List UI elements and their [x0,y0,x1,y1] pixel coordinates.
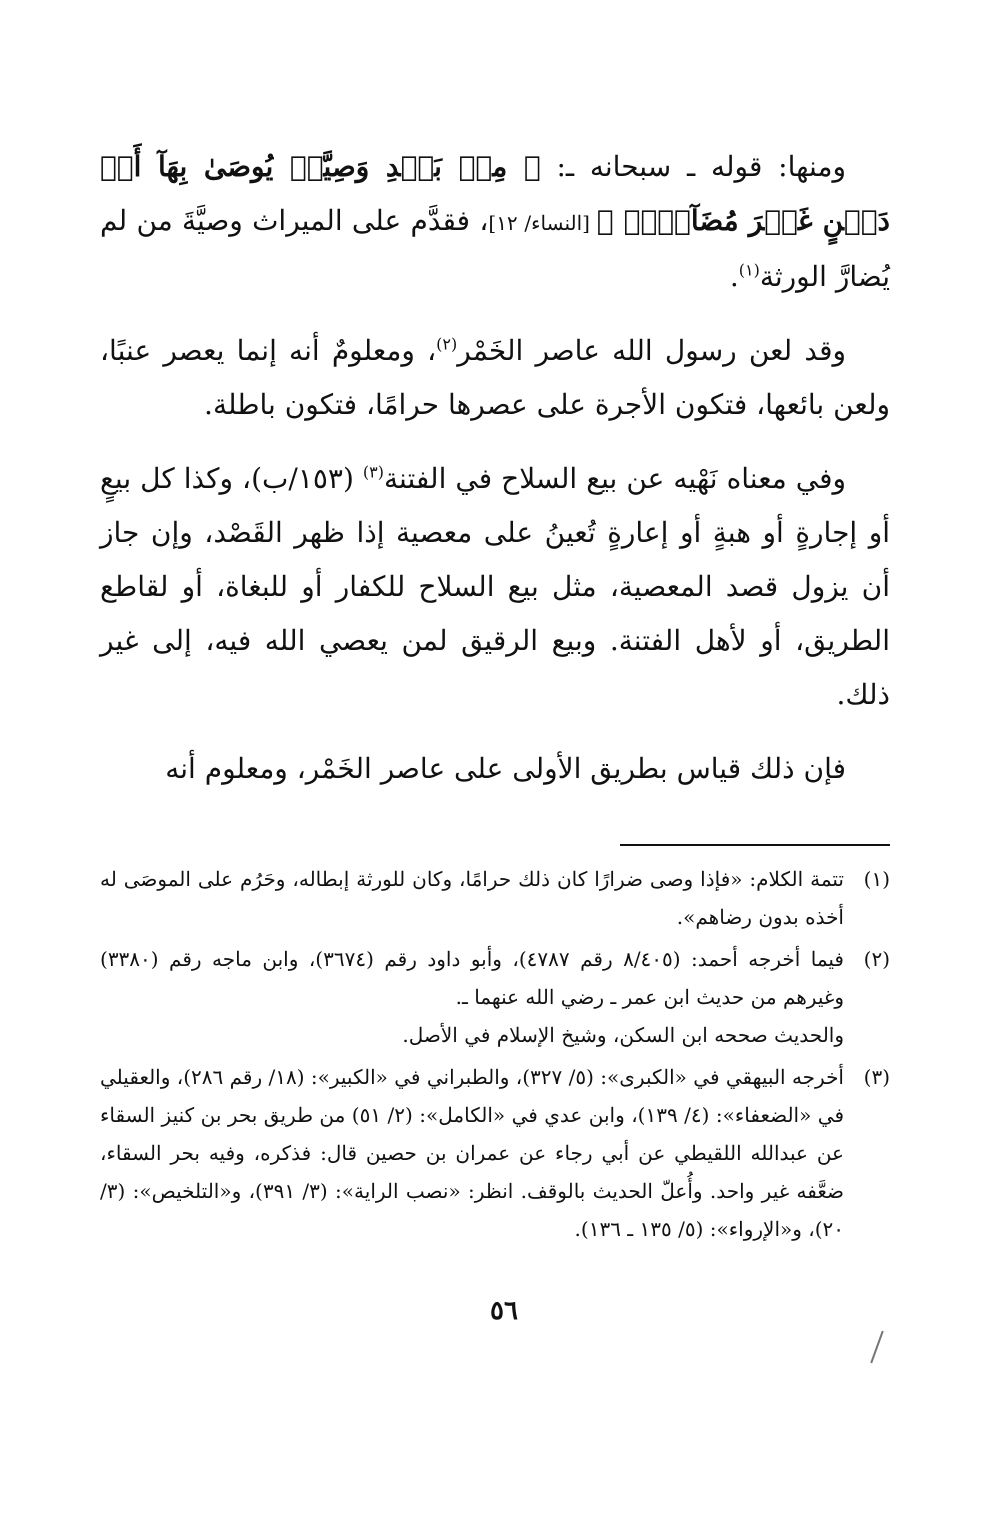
paragraph-3-part2: (١٥٣/ب)، وكذا كل بيعٍ أو إجارةٍ أو هبةٍ أو إعارةٍ تُعينُ على معصية إذا ظهر القَصْد، وإن جاز أن يزول قصد المعصية، مثل بيع السلاح للكفار أو للبغاة، أو لقاطع الطريق، أو لأهل الفتنة. وبيع الرقيق لمن يعصي الله فيه، إلى غير ذلك. [100,462,890,711]
footnote-ref-1[interactable]: (١) [738,260,760,280]
paragraph-3 [100,452,890,722]
footnote-ref-3[interactable]: (٣) [362,462,384,482]
paragraph-3-part1: وفي معناه نَهْيه عن بيع السلاح في الفتنة [383,462,846,495]
paragraph-1-rest: ، فقدَّم على الميراث وصيَّةَ من لم يُضارَّ الورثة [100,204,890,293]
footnote-separator [620,844,890,846]
footnote-3-number: (٣) [863,1065,890,1089]
verse-source: [النساء/ ١٢] [488,211,597,235]
footnote-separator-wrap [100,816,890,860]
pen-mark [870,1331,884,1364]
footnote-ref-2[interactable]: (٢) [436,334,458,354]
footnote-1 [100,860,890,936]
footnote-2-line-2: والحديث صححه ابن السكن، وشيخ الإسلام في الأصل. [402,1023,844,1047]
paragraph-1-intro: ومنها: قوله ـ سبحانه ـ: [540,150,846,183]
paragraph-2 [100,324,890,432]
footnote-2-number: (٢) [863,947,890,971]
paragraph-4: فإن ذلك قياس بطريق الأولى على عاصر الخَمْر، ومعلوم أنه [165,752,846,785]
quran-verse: ﴿ مِنۢ بَعۡدِ وَصِيَّةٖ يُوصَىٰ بِهَآ أَوۡ دَيۡنٍ غَيۡرَ مُضَآرّٖۚ ﴾ [100,150,891,237]
footnote-1-body [100,860,844,936]
page-number: ٥٦ [490,1296,518,1326]
footnote-2-line-1: فيما أخرجه أحمد: (٨/٤٠٥ رقم ٤٧٨٧)، وأبو داود رقم (٣٦٧٤)، وابن ماجه رقم (٣٣٨٠) وغيرهم من حديث ابن عمر ـ رضي الله عنهما ـ. [100,947,844,1009]
footnote-3-line-1: أخرجه البيهقي في «الكبرى»: (٥/ ٣٢٧)، والطبراني في «الكبير»: (١٨/ رقم ٢٨٦)، والعقيلي في «الضعفاء»: (٤/ ١٣٩)، وابن عدي في «الكامل»: (٢/ ٥١) من طريق بحر بن كنيز السقاء عن عبدالله اللقيطي عن أبي رجاء عن عمران بن حصين قال: فذكره، وفيه بحر السقاء، ضعَّفه غير واحد. وأُعلّ الحديث بالوقف. انظر: «نصب الراية»: (٣/ ٣٩١)، و«التلخيص»: (٣/ ٢٠)، و«الإرواء»: (٥/ ١٣٥ ـ ١٣٦). [100,1065,845,1241]
paragraph-1-end: . [729,260,739,293]
footnote-1-line-1: تتمة الكلام: «فإذا وصى ضرارًا كان ذلك حرامًا، وكان للورثة إبطاله، وحَرُم على الموصَى له أخذه بدون رضاهم». [100,867,844,929]
footnote-2-body [100,940,844,1054]
footnote-3-body [100,1058,844,1248]
footnote-2 [100,940,890,1054]
footnote-3 [100,1058,890,1248]
paragraph-1 [100,140,890,304]
paragraph-2-part2: ، ومعلومٌ أنه إنما يعصر عنبًا، ولعن بائعها، فتكون الأجرة على عصرها حرامًا، فتكون باطلة. [100,334,890,421]
page-content [100,140,890,1252]
paragraph-2-part1: وقد لعن رسول الله عاصر الخَمْر [457,334,847,367]
footnote-1-number: (١) [863,867,890,891]
